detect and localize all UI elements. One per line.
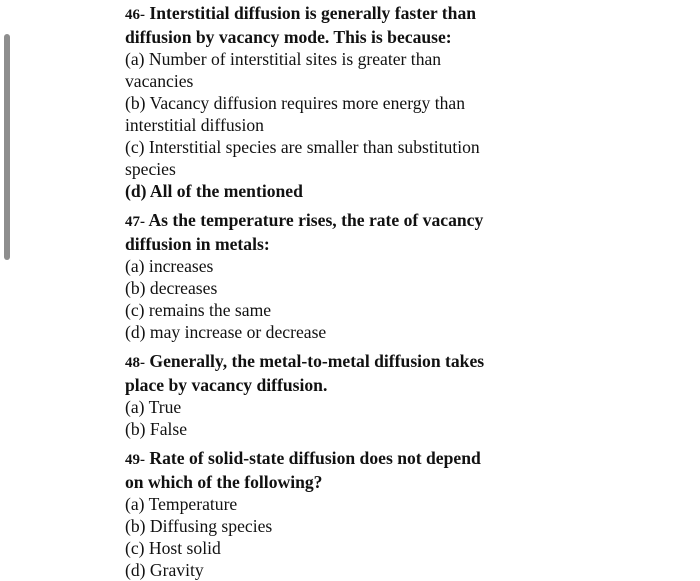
- question-46: [125, 0, 685, 202]
- option-b: (b) Diffusing species: [125, 516, 273, 536]
- question-text: As the temperature rises, the rate of vacancy diffusion in metals:: [125, 210, 484, 254]
- question-text: Interstitial diffusion is generally faster than diffusion by vacancy mode. This is because:: [125, 3, 477, 47]
- question-title: [125, 209, 505, 255]
- question-text: Generally, the metal-to-metal diffusion takes place by vacancy diffusion.: [125, 351, 485, 395]
- document-content: [125, 0, 685, 581]
- option-b: (b) decreases: [125, 278, 218, 298]
- question-title: [125, 350, 505, 396]
- option-a: (a) increases: [125, 256, 214, 276]
- question-number: 49-: [125, 452, 145, 468]
- question-number: 46-: [125, 7, 145, 23]
- option-a: (a) True: [125, 397, 182, 417]
- question-number: 48-: [125, 355, 145, 371]
- option-a: (a) Temperature: [125, 494, 238, 514]
- question-title: [125, 447, 501, 493]
- option-b: (b) Vacancy diffusion requires more energy than interstitial diffusion: [125, 93, 466, 135]
- option-d: (d) may increase or decrease: [125, 322, 327, 342]
- option-d: (d) All of the mentioned: [125, 181, 303, 201]
- question-text: Rate of solid-state diffusion does not depend on which of the following?: [125, 448, 481, 492]
- question-49: [125, 447, 685, 581]
- question-number: 47-: [125, 214, 145, 230]
- option-a: (a) Number of interstitial sites is greater than vacancies: [125, 49, 442, 91]
- option-c: (c) remains the same: [125, 300, 272, 320]
- option-b: (b) False: [125, 419, 188, 439]
- question-47: [125, 209, 685, 343]
- option-c: (c) Host solid: [125, 538, 221, 558]
- question-title: [125, 0, 497, 48]
- option-d: (d) Gravity: [125, 560, 204, 580]
- option-c: (c) Interstitial species are smaller than substitution species: [125, 137, 480, 179]
- scrollbar[interactable]: [4, 34, 10, 260]
- question-48: [125, 350, 685, 440]
